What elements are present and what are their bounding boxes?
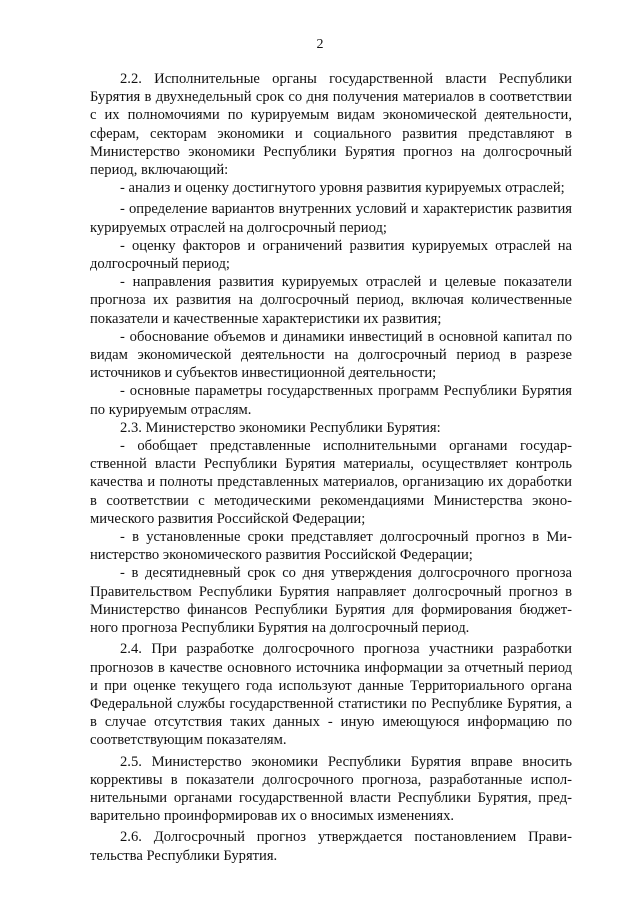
list-item-analysis: - анализ и оценку достигнутого уровня развития курируемых отраслей; bbox=[120, 180, 565, 197]
paragraph-2-2: 2.2. Исполнительные органы государственной власти Республики Бурятия в двухнедельный срок со дня получения материалов в соответствии с их полномочиями по курируемым видам экономической деятельности, сферам, секторам экономики и социального развития представляют в Министерство экономики Республики Бурятия прогноз на долгосрочный период, включающий: bbox=[90, 71, 572, 179]
list-item-forwards: - в десятидневный срок со дня утверждения долгосрочного прогноза Правительством Республики Бурятия направляет долгосрочный прогноз в Министерство финансов Республики Бурятия для формирования бюджетного прогноза Республики Бурятия на долгосрочный период. bbox=[90, 565, 572, 637]
list-item-summarizes: - обобщает представленные исполнительными органами государственной власти Республики Бурятия материалы, осуществляет контроль качества и полноты представленных материалов, организацию их доработки в соответствии с методическими рекомендациями Министерства экономического развития Российской Федерации; bbox=[90, 438, 572, 527]
list-item-factors: - оценку факторов и ограничений развития курируемых отраслей на долгосрочный период; bbox=[90, 237, 572, 273]
paragraph-2-5: 2.5. Министерство экономики Республики Бурятия вправе вносить коррективы в показатели долгосрочного прогноза, разработанные исполнительными органами государственной власти Республики Бурятия, предварительно проинформировав их о вносимых изменениях. bbox=[90, 753, 572, 825]
list-item-investments: - обоснование объемов и динамики инвестиций в основной капитал по видам экономической деятельности на долгосрочный период в разрезе источников и субъектов инвестиционной деятельности; bbox=[90, 328, 572, 382]
paragraph-2-6: 2.6. Долгосрочный прогноз утверждается постановлением Правительства Республики Бурятия. bbox=[90, 829, 572, 864]
list-item-programs: - основные параметры государственных программ Республики Бурятия по курируемым отраслям. bbox=[90, 383, 572, 418]
list-item-submits: - в установленные сроки представляет долгосрочный прогноз в Министерство экономического развития Российской Федерации; bbox=[90, 529, 572, 564]
page-number: 2 bbox=[316, 37, 324, 52]
paragraph-2-4: 2.4. При разработке долгосрочного прогноза участники разработки прогнозов в качестве основного источника информации за отчетный период и при оценке текущего года используют данные Территориального органа Федеральной службы государственной статистики по Республике Бурятия, а в случае отсутствия таких данных - иную имеющуюся информацию по соответствующим показателям. bbox=[90, 641, 572, 749]
document-body bbox=[90, 70, 572, 865]
list-item-variants: - определение вариантов внутренних условий и характеристик развития курируемых отраслей на долгосрочный период; bbox=[90, 201, 572, 236]
paragraph-2-3: 2.3. Министерство экономики Республики Бурятия: bbox=[120, 419, 441, 436]
list-item-directions: - направления развития курируемых отраслей и целевые показатели прогноза их развития на долгосрочный период, включая количественные показатели и качественные характеристики их развития; bbox=[90, 274, 572, 327]
